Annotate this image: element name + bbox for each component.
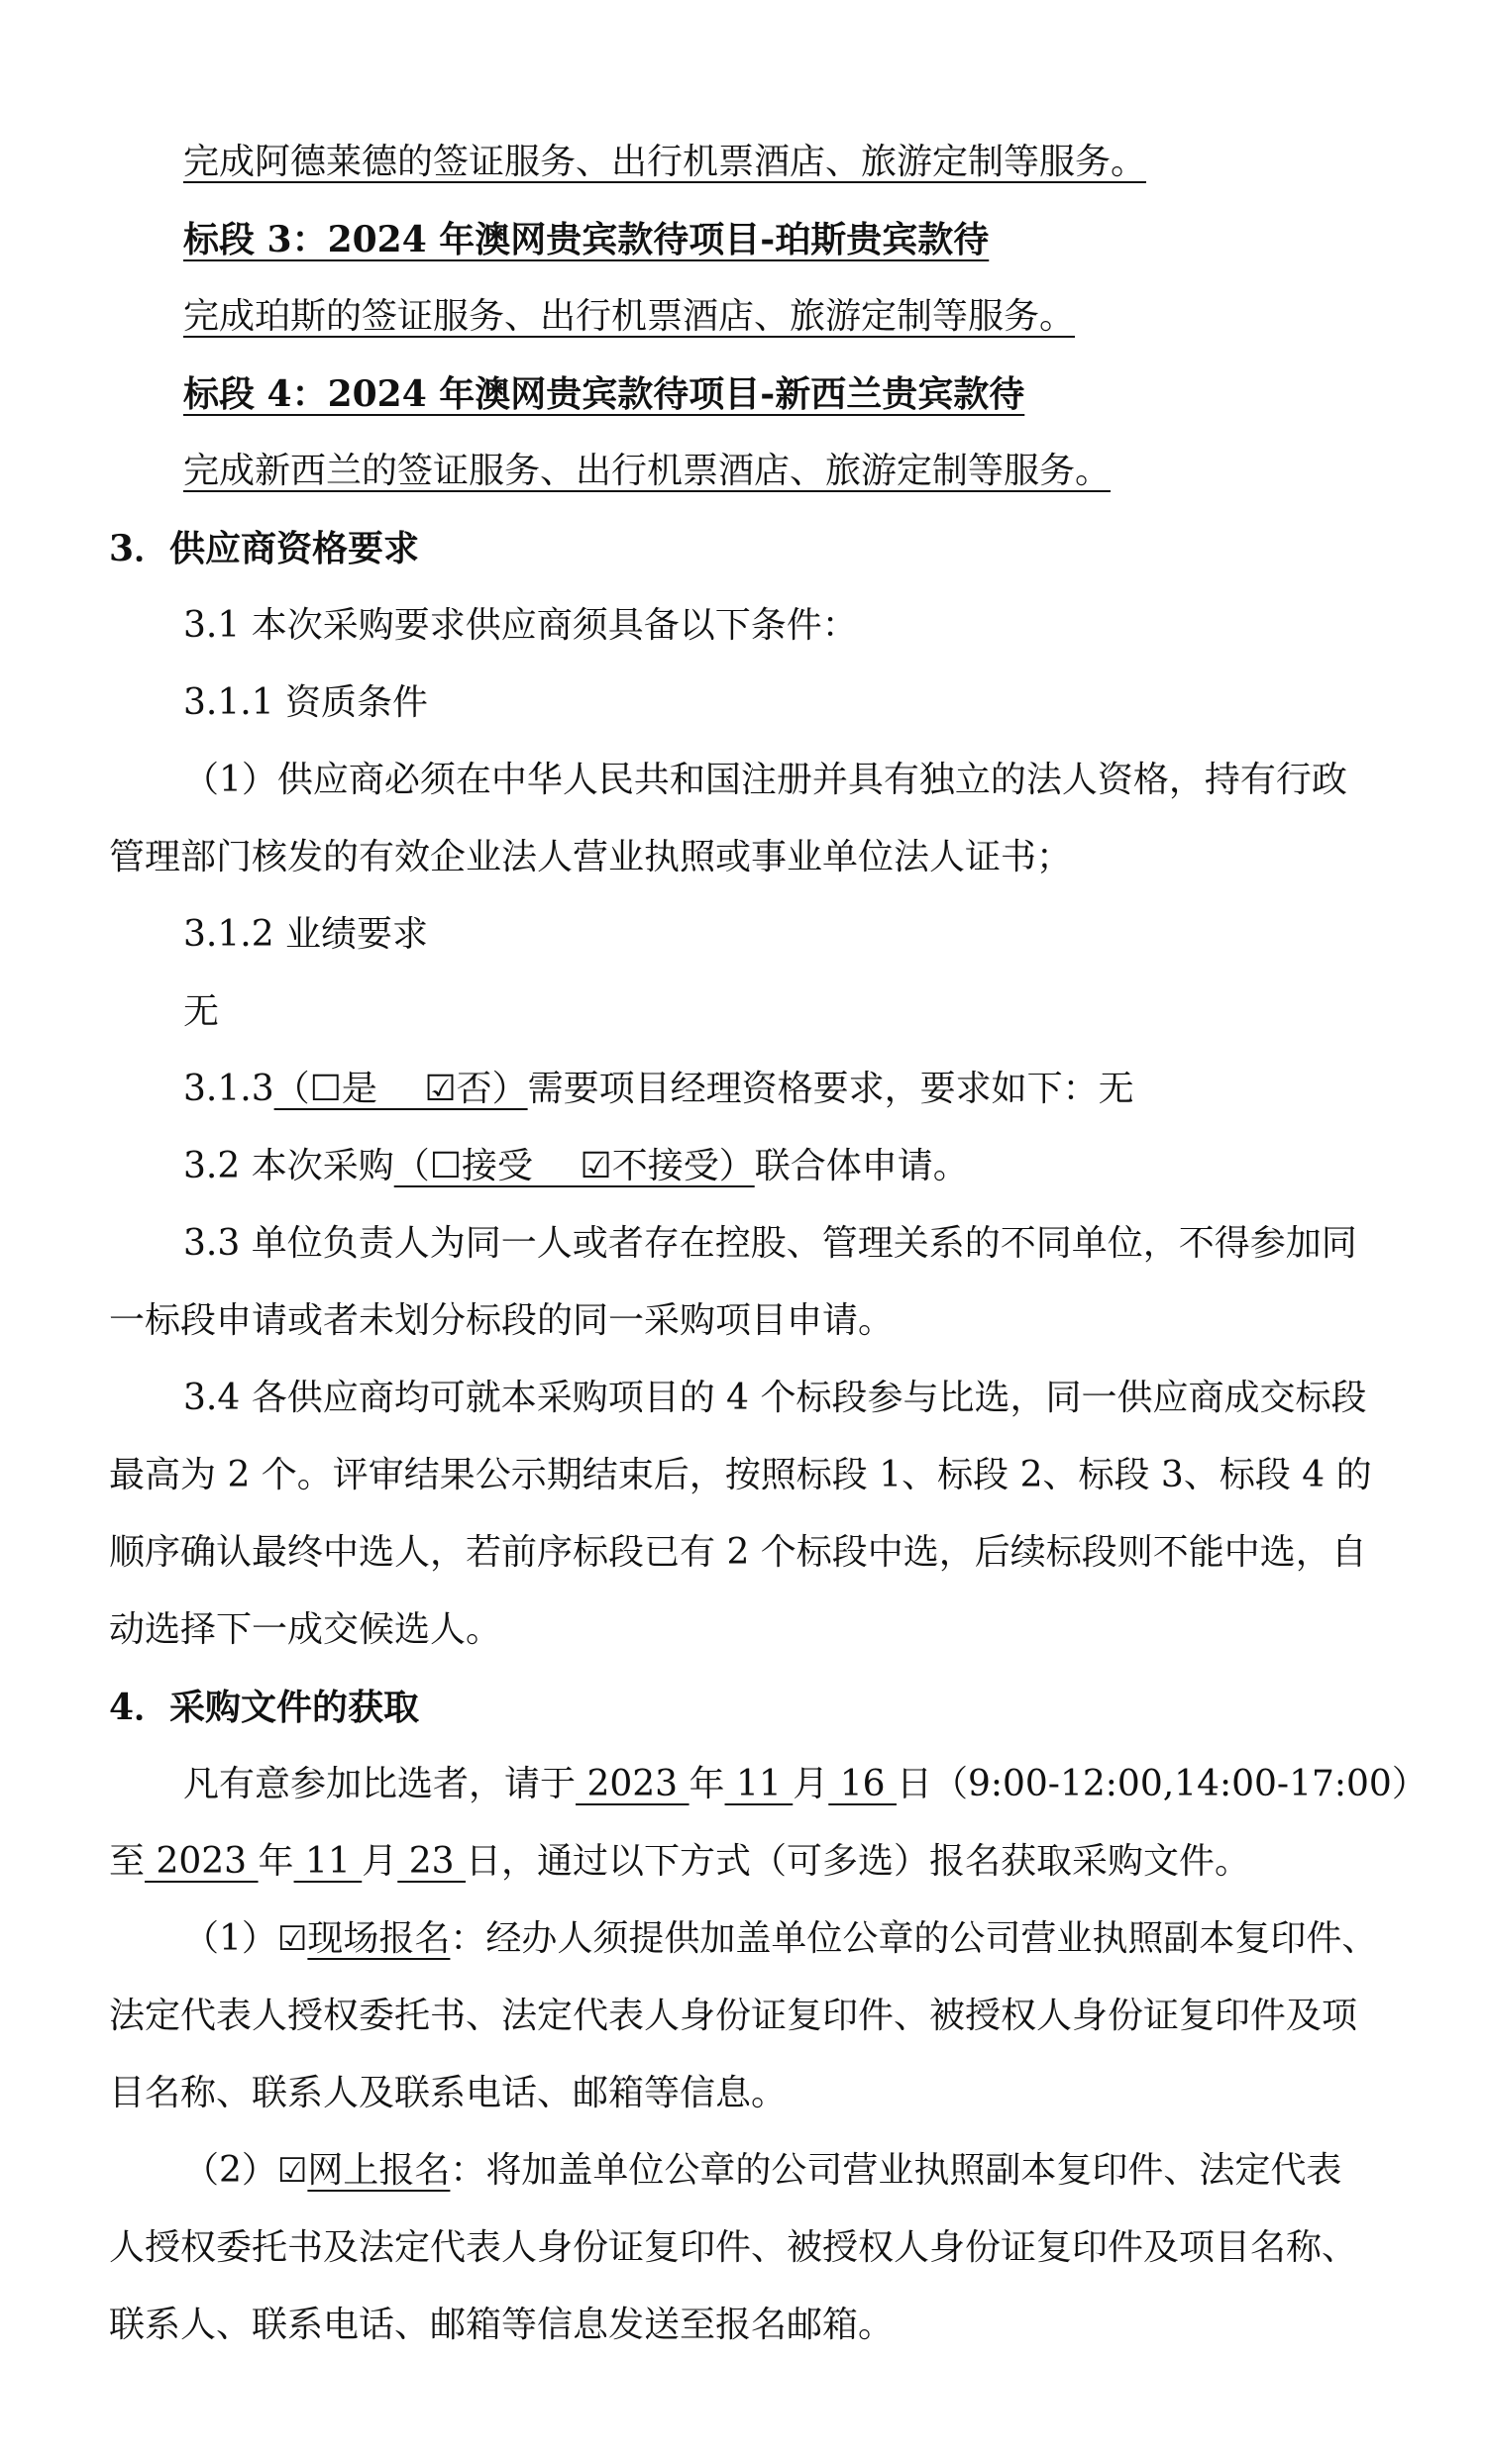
clause-3-4-line1: 3.4 各供应商均可就本采购项目的 4 个标段参与比选，同一供应商成交标段 [183,1378,1367,1418]
checked-box-icon: ☑ [276,1919,308,1959]
clause-3-1-3 [183,1064,1134,1115]
text: 凡有意参加比选者，请于 [183,1764,577,1804]
lot4-title: 标段 4：2024 年澳网贵宾款待项目-新西兰贵宾款待 [183,373,1025,415]
performance-none: 无 [183,991,220,1032]
clause-number: 3.1.3 [183,1069,274,1109]
lot4-description: 完成新西兰的签证服务、出行机票酒店、旅游定制等服务。 [183,451,1112,491]
clause-3-1-2: 3.1.2 业绩要求 [183,914,429,955]
lot3-title: 标段 3：2024 年澳网贵宾款待项目-珀斯贵宾款待 [183,219,990,260]
clause-3-4-line2: 最高为 2 个。评审结果公示期结束后，按照标段 1、标段 2、标段 3、标段 4 的 [109,1455,1372,1495]
section4-heading: 4．采购文件的获取 [109,1687,420,1728]
onsite-registration-line1 [183,1913,1377,1965]
online-registration-label: 网上报名 [307,2150,451,2191]
text: 年 [689,1764,725,1804]
clause-3-1-1: 3.1.1 资质条件 [183,682,429,723]
start-day: 16 [828,1764,897,1804]
online-registration-line3: 联系人、联系电话、邮箱等信息发送至报名邮箱。 [109,2305,895,2345]
clause-3-4-line3: 顺序确认最终中选人，若前序标段已有 2 个标段中选，后续标段则不能中选，自 [109,1532,1367,1573]
text: ：经办人须提供加盖单位公章的公司营业执照副本复印件、 [450,1918,1378,1959]
clause-3-4-line4: 动选择下一成交候选人。 [109,1609,502,1650]
item-number: （1） [183,1918,277,1959]
text: 年 [258,1841,294,1882]
end-day: 23 [397,1841,466,1882]
lot2-description: 完成阿德莱德的签证服务、出行机票酒店、旅游定制等服务。 [183,142,1147,182]
text: 日，通过以下方式（可多选）报名获取采购文件。 [465,1841,1250,1882]
onsite-registration-line3: 目名称、联系人及联系电话、邮箱等信息。 [109,2073,788,2113]
online-registration-line2: 人授权委托书及法定代表人身份证复印件、被授权人身份证复印件及项目名称、 [109,2227,1358,2268]
clause-text: 联合体申请。 [754,1146,969,1186]
item1-line1: （1）供应商必须在中华人民共和国注册并具有独立的法人资格，持有行政 [183,760,1347,800]
clause-3-1: 3.1 本次采购要求供应商须具备以下条件： [183,605,858,646]
end-year: 2023 [145,1841,259,1882]
section3-heading: 3．供应商资格要求 [109,528,420,569]
text: 日（9:00-12:00,14:00-17:00） [896,1764,1428,1804]
acquisition-period-line2 [109,1836,1250,1888]
start-year: 2023 [576,1764,690,1804]
end-month: 11 [293,1841,363,1882]
text: 月 [362,1841,398,1882]
text: ：将加盖单位公章的公司营业执照副本复印件、法定代表 [450,2150,1342,2191]
checked-box-icon: ☑ [276,2151,308,2191]
clause-text: 3.2 本次采购 [183,1146,394,1186]
item-number: （2） [183,2150,277,2191]
clause-3-3-line2: 一标段申请或者未划分标段的同一采购项目申请。 [109,1300,895,1341]
pm-requirement-options: （☐是 ☑否） [273,1069,528,1109]
text: 月 [793,1764,829,1804]
online-registration-line1 [183,2145,1341,2197]
text: 至 [109,1841,146,1882]
acquisition-period-line1 [183,1759,1428,1810]
onsite-registration-line2: 法定代表人授权委托书、法定代表人身份证复印件、被授权人身份证复印件及项 [109,1996,1358,2036]
item1-line2: 管理部门核发的有效企业法人营业执照或事业单位法人证书； [109,837,1073,877]
consortium-options: （☐接受 ☑不接受） [393,1146,755,1186]
clause-text: 需要项目经理资格要求，要求如下：无 [527,1069,1134,1109]
start-month: 11 [724,1764,794,1804]
lot3-description: 完成珀斯的签证服务、出行机票酒店、旅游定制等服务。 [183,296,1076,337]
clause-3-3-line1: 3.3 单位负责人为同一人或者存在控股、管理关系的不同单位，不得参加同 [183,1223,1357,1264]
clause-3-2 [183,1141,969,1192]
onsite-registration-label: 现场报名 [307,1918,451,1959]
